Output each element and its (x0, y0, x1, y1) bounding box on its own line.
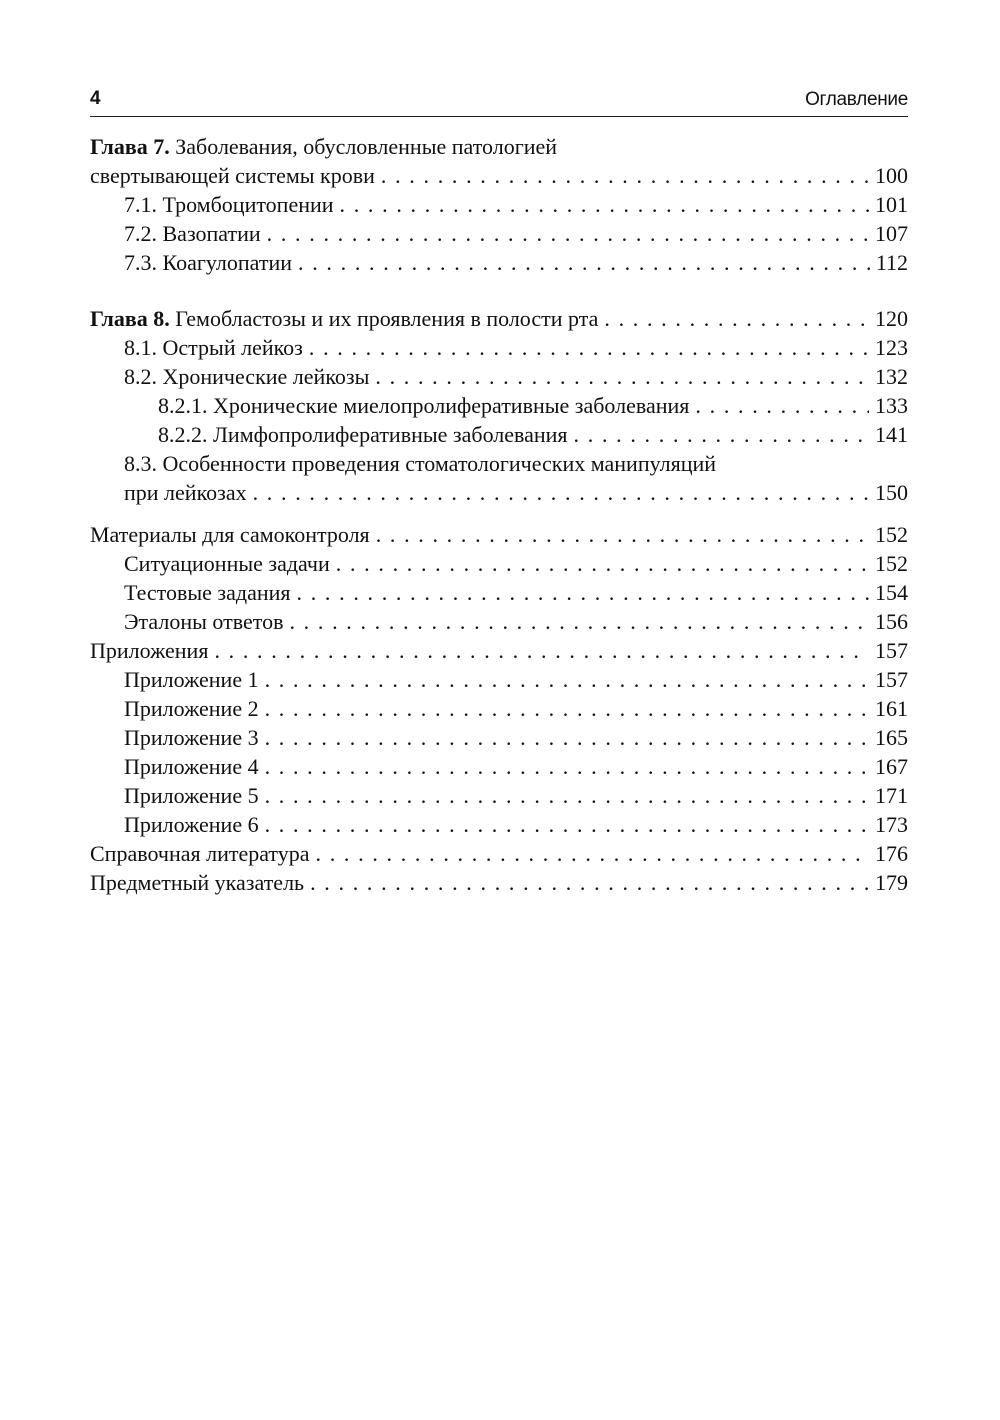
page-ref: 141 (875, 422, 908, 447)
dot-leader (336, 549, 869, 578)
entry-label: Ситуационные задачи (124, 551, 330, 576)
toc-appendix-2[interactable] (90, 694, 908, 723)
entry-label: при лейкозах (124, 480, 247, 505)
chapter-8-label: Глава 8. (90, 306, 170, 331)
entry-label: Эталоны ответов (124, 609, 284, 634)
dot-leader (316, 839, 869, 868)
entry-label: Справочная литература (90, 841, 310, 866)
dot-leader (265, 752, 869, 781)
toc-entry-8-2[interactable] (90, 362, 908, 391)
entry-label: 7.3. Коагулопатии (124, 250, 293, 275)
entry-label: 8.1. Острый лейкоз (124, 335, 303, 360)
dot-leader (695, 391, 869, 420)
dot-leader (214, 636, 869, 665)
page-ref: 150 (875, 480, 908, 505)
page-ref: 161 (875, 696, 908, 721)
entry-label: Приложение 4 (124, 754, 259, 779)
toc-chapter-8-title[interactable] (90, 304, 908, 333)
dot-leader (298, 248, 870, 277)
toc-chapter-7-title[interactable] (90, 132, 908, 161)
toc-subject-index[interactable] (90, 868, 908, 897)
page-ref: 157 (875, 638, 908, 663)
dot-leader (309, 333, 869, 362)
toc-appendix-5[interactable] (90, 781, 908, 810)
page-ref: 101 (875, 192, 908, 217)
dot-leader (265, 723, 869, 752)
entry-label: Предметный указатель (90, 870, 305, 895)
toc-entry-8-2-1[interactable] (90, 391, 908, 420)
page-header (90, 88, 908, 117)
dot-leader (297, 578, 869, 607)
dot-leader (310, 868, 869, 897)
chapter-7-title-line1: Заболевания, обусловленные патологией (169, 134, 558, 159)
entry-label: Тестовые задания (124, 580, 291, 605)
entry-label: 7.1. Тромбоцитопении (124, 192, 334, 217)
entry-label: Приложение 3 (124, 725, 259, 750)
toc-entry-8-2-2[interactable] (90, 420, 908, 449)
page-ref: 173 (875, 812, 908, 837)
toc-appendices[interactable] (90, 636, 908, 665)
toc-entry-7-1[interactable] (90, 190, 908, 219)
page-ref: 154 (875, 580, 908, 605)
entry-label: 7.2. Вазопатии (124, 221, 261, 246)
toc-entry-7-3[interactable] (90, 248, 908, 277)
dot-leader (267, 219, 869, 248)
dot-leader (574, 420, 869, 449)
page-ref: 107 (875, 221, 908, 246)
dot-leader (375, 362, 869, 391)
dot-leader (340, 190, 869, 219)
dot-leader (253, 478, 869, 507)
entry-label: Приложения (90, 638, 209, 663)
dot-leader (265, 810, 869, 839)
toc-self-control[interactable] (90, 520, 908, 549)
page-ref: 133 (875, 393, 908, 418)
chapter-7-label: Глава 7. (90, 134, 170, 159)
page-ref: 156 (875, 609, 908, 634)
entry-label: 8.3. Особенности проведения стоматологических манипуляций (124, 451, 717, 476)
page-ref: 123 (875, 335, 908, 360)
dot-leader (376, 520, 869, 549)
toc-appendix-4[interactable] (90, 752, 908, 781)
toc-chapter-7-title-cont[interactable] (90, 161, 908, 190)
toc-entry-8-3[interactable] (90, 449, 908, 478)
toc-appendix-1[interactable] (90, 665, 908, 694)
dot-leader (289, 607, 869, 636)
entry-label: Приложение 2 (124, 696, 259, 721)
entry-label: Материалы для самоконтроля (90, 522, 370, 547)
toc-references[interactable] (90, 839, 908, 868)
toc-entry-7-2[interactable] (90, 219, 908, 248)
toc-entry-8-1[interactable] (90, 333, 908, 362)
page-ref: 157 (875, 667, 908, 692)
page-number: 4 (90, 88, 101, 109)
page-ref: 100 (875, 163, 908, 188)
toc-test-tasks[interactable] (90, 578, 908, 607)
page-ref: 165 (875, 725, 908, 750)
page-ref: 152 (875, 522, 908, 547)
page-ref: 179 (875, 870, 908, 895)
page-ref: 167 (875, 754, 908, 779)
page-ref: 112 (875, 250, 908, 275)
chapter-8-title: Гемобластозы и их проявления в полости рта (169, 306, 599, 331)
page-ref: 132 (875, 364, 908, 389)
toc-appendix-6[interactable] (90, 810, 908, 839)
entry-label: 8.2. Хронические лейкозы (124, 364, 370, 389)
running-title: Оглавление (805, 89, 908, 110)
entry-label: 8.2.1. Хронические миелопролиферативные заболевания (158, 393, 690, 418)
page-ref: 152 (875, 551, 908, 576)
toc-situational-tasks[interactable] (90, 549, 908, 578)
page-ref: 176 (875, 841, 908, 866)
entry-label: Приложение 1 (124, 667, 259, 692)
toc-answer-keys[interactable] (90, 607, 908, 636)
table-of-contents (90, 132, 908, 897)
chapter-7-title-line2: свертывающей системы крови (90, 163, 375, 188)
dot-leader (265, 694, 869, 723)
dot-leader (265, 781, 869, 810)
toc-entry-8-3-cont[interactable] (90, 478, 908, 507)
dot-leader (265, 665, 869, 694)
dot-leader (604, 304, 869, 333)
entry-label: Приложение 6 (124, 812, 259, 837)
dot-leader (381, 161, 869, 190)
entry-label: 8.2.2. Лимфопролиферативные заболевания (158, 422, 568, 447)
page-ref: 120 (875, 306, 908, 331)
page-ref: 171 (875, 783, 908, 808)
entry-label: Приложение 5 (124, 783, 259, 808)
toc-appendix-3[interactable] (90, 723, 908, 752)
